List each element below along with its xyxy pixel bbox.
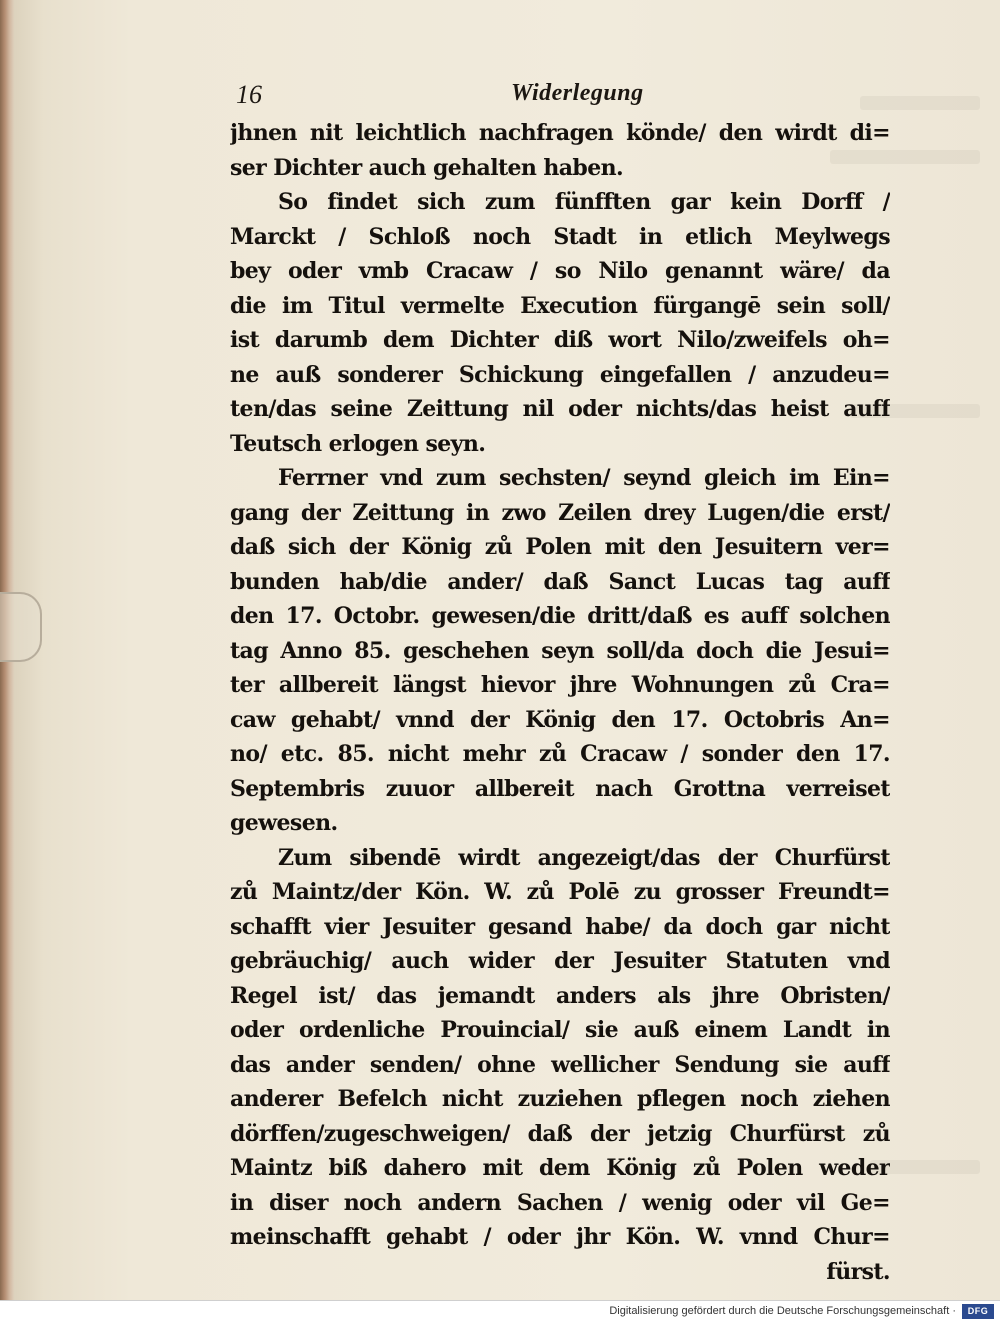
text-line: So findet sich zum fünfften gar kein Dorff / [278,189,890,215]
text-line: Zum sibendē wirdt angezeigt/das der Churfürst [278,844,890,871]
text-line: jhnen nit leichtlich nachfragen könde/ den wirdt di= [230,120,890,146]
text-line: dörffen/zugeschweigen/ daß der jetzig Churfürst zů [230,1120,890,1147]
digitization-footer [0,1300,1000,1323]
book-page [14,0,1000,1300]
body-text [230,116,890,1289]
catchword: fürst. [826,1258,890,1285]
footer-credit: Digitalisierung gefördert durch die Deutsche Forschungsgemeinschaft · [609,1305,956,1317]
text-line: Maintz biß dahero mit dem König zů Polen weder [230,1155,890,1181]
text-line: die im Titul vermelte Execution fürgangē sein soll/ [230,292,890,319]
text-line: gang der Zeittung in zwo Zeilen drey Lugen/die erst/ [230,499,890,526]
text-line: daß sich der König zů Polen mit den Jesuitern ver= [230,534,890,560]
text-line: anderer Befelch nicht zuziehen pflegen noch ziehen [230,1086,890,1112]
binding-clip [0,592,42,662]
show-through-line [860,96,980,110]
text-line: bunden hab/die ander/ daß Sanct Lucas tag auff [230,568,890,595]
text-line: bey oder vmb Cracaw / so Nilo genannt wäre/ da [230,258,890,284]
text-line: Septembris zuuor allbereit nach Grottna verreiset [230,775,890,802]
text-line: ser Dichter auch gehalten haben. [230,154,624,181]
text-line: oder ordenliche Prouincial/ sie auß einem Landt in [230,1017,890,1043]
text-line: ten/das seine Zeittung nil oder nichts/das heist auff [230,396,890,422]
text-line: gewesen. [230,810,338,836]
text-line: Ferrner vnd zum sechsten/ seynd gleich im Ein= [278,465,890,491]
text-line: tag Anno 85. geschehen seyn soll/da doch die Jesui= [230,637,890,664]
text-line: Regel ist/ das jemandt anders als jhre Obristen/ [230,982,890,1009]
page-number: 16 [236,80,262,109]
text-line: ter allbereit längst hievor jhre Wohnungen zů Cra= [230,672,890,698]
text-line: zů Maintz/der Kön. W. zů Polē zu grosser Freundt= [230,879,890,905]
text-line: Teutsch erlogen seyn. [230,430,486,457]
text-line: schafft vier Jesuiter gesand habe/ da doch gar nicht [230,913,890,940]
dfg-logo: DFG [962,1304,994,1319]
text-line: in diser noch andern Sachen / wenig oder vil Ge= [230,1189,890,1216]
text-line: meinschafft gehabt / oder jhr Kön. W. vnnd Chur= [230,1224,890,1250]
running-title: Widerlegung [511,80,644,106]
text-line: ist darumb dem Dichter diß wort Nilo/zweifels oh= [230,327,890,353]
text-line: no/ etc. 85. nicht mehr zů Cracaw / sonder den 17. [230,741,890,767]
text-line: Marckt / Schloß noch Stadt in etlich Meylwegs [230,223,890,250]
text-line: caw gehabt/ vnnd der König den 17. Octobris An= [230,706,890,733]
text-line: gebräuchig/ auch wider der Jesuiter Statuten vnd [230,948,890,974]
text-line: das ander senden/ ohne wellicher Sendung sie auff [230,1051,890,1078]
text-line: ne auß sonderer Schickung eingefallen / anzudeu= [230,361,890,388]
text-line: den 17. Octobr. gewesen/die dritt/daß es auff solchen [230,603,890,629]
